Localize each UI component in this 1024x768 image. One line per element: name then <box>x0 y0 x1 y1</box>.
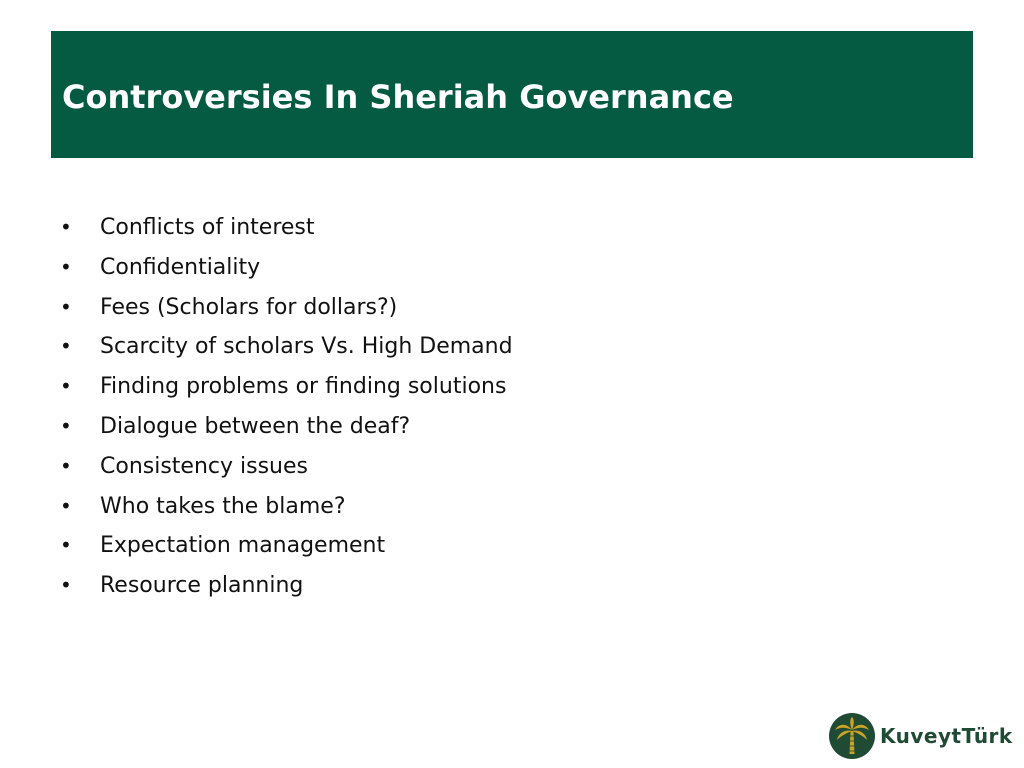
bullet-item <box>56 248 513 288</box>
bullet-dot-icon: • <box>60 413 72 438</box>
bullet-text: Dialogue between the deaf? <box>100 413 411 439</box>
bullet-item <box>56 566 513 606</box>
bullet-text: Consistency issues <box>100 453 308 479</box>
bullet-item <box>56 407 513 447</box>
bullet-list <box>56 208 513 606</box>
bullet-dot-icon: • <box>60 493 72 518</box>
palm-tree-icon <box>828 712 876 760</box>
bullet-dot-icon: • <box>60 294 72 319</box>
bullet-text: Expectation management <box>100 533 386 559</box>
bullet-text: Fees (Scholars for dollars?) <box>100 294 398 320</box>
bullet-item <box>56 487 513 527</box>
bullet-text: Conflicts of interest <box>100 215 315 240</box>
bullet-item <box>56 526 513 566</box>
bullet-text: Scarcity of scholars Vs. High Demand <box>100 334 513 360</box>
bullet-text: Confidentiality <box>100 254 261 280</box>
company-logo <box>828 712 1020 760</box>
bullet-item <box>56 447 513 487</box>
logo-text: KuveytTürk <box>880 724 1013 748</box>
bullet-text: Finding problems or finding solutions <box>100 374 507 400</box>
slide-title: Controversies In Sheriah Governance <box>62 78 734 116</box>
title-bar <box>51 31 973 158</box>
bullet-item <box>56 208 513 248</box>
bullet-dot-icon: • <box>60 453 72 478</box>
bullet-dot-icon: • <box>60 533 72 558</box>
bullet-dot-icon: • <box>60 334 72 359</box>
bullet-item <box>56 288 513 328</box>
bullet-dot-icon: • <box>60 374 72 399</box>
bullet-text: Resource planning <box>100 573 304 599</box>
bullet-dot-icon: • <box>60 215 72 239</box>
bullet-item <box>56 367 513 407</box>
bullet-text: Who takes the blame? <box>100 493 346 519</box>
bullet-dot-icon: • <box>60 573 72 598</box>
bullet-item <box>56 327 513 367</box>
bullet-dot-icon: • <box>60 254 72 279</box>
